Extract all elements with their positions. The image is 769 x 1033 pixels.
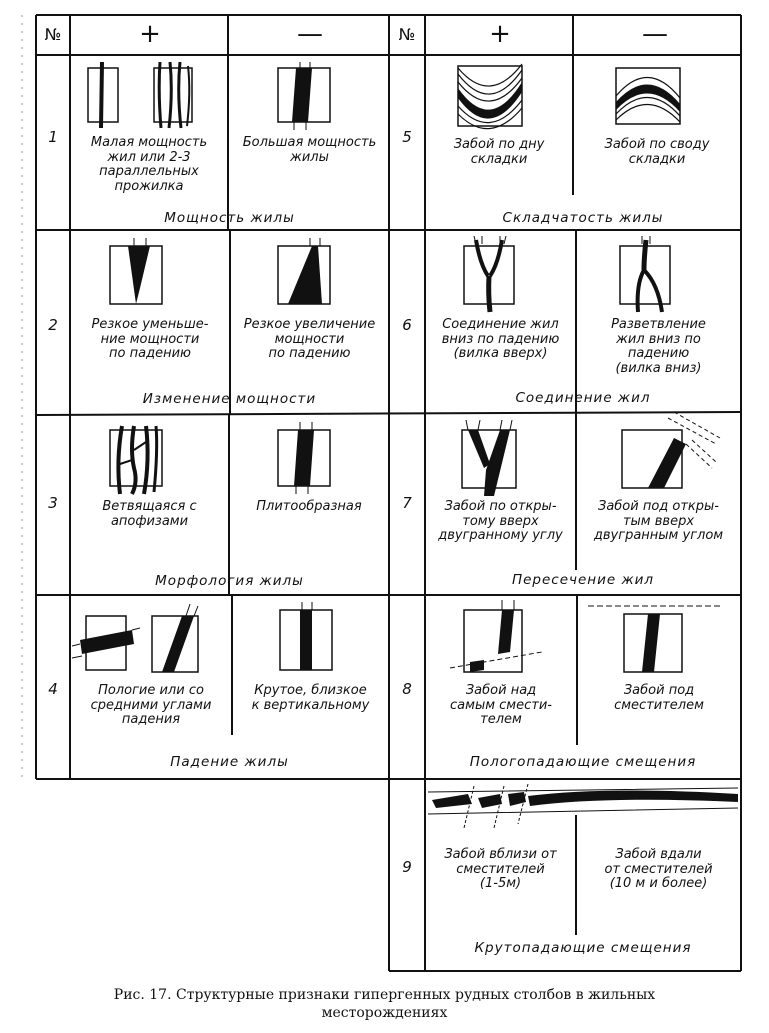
row-number-8: 8 [402, 680, 412, 698]
diagram-thick-vein-icon [270, 62, 350, 132]
row2-category: Изменение мощности [142, 391, 317, 407]
diagram-gentle-dip-icon [72, 600, 222, 680]
diagram-under-angle-icon [612, 404, 722, 504]
diagram-steep-dip-icon [272, 602, 352, 678]
row1-plus-text: Малая мощность жил или 2-3 параллельных прожилка [90, 135, 208, 194]
header-no-right: № [398, 25, 416, 44]
row1-minus-text: Большая мощность жилы [242, 135, 377, 165]
row6-category: Соединение жил [515, 390, 651, 406]
header-plus-right: + [489, 19, 511, 49]
row4-plus-text: Пологие или со средними углами падения [90, 683, 212, 727]
diagram-thinning-down-icon [100, 238, 180, 314]
diagram-steep-faults-icon [428, 784, 740, 832]
row-number-6: 6 [402, 316, 412, 334]
row9-category: Крутопадающие смещения [474, 940, 692, 956]
diagram-below-fault-icon [584, 600, 724, 680]
row1-category: Мощность жилы [164, 210, 295, 226]
diagram-thin-veins-icon [80, 62, 200, 130]
row7-minus-text: Забой под откры- тым вверх двугранным углом [593, 499, 724, 543]
row5-plus-text: Забой по дну складки [453, 137, 545, 167]
row-number-2: 2 [48, 316, 58, 334]
row3-plus-text: Ветвящаяся с апофизами [102, 499, 197, 529]
row8-category: Пологопадающие смещения [469, 754, 697, 770]
diagram-open-angle-up-icon [450, 420, 530, 500]
header-minus-left: — [297, 19, 323, 49]
row-number-5: 5 [402, 128, 412, 146]
row-number-7: 7 [402, 494, 412, 512]
row5-category: Складчатость жилы [502, 210, 664, 226]
row3-category: Морфология жилы [155, 573, 304, 589]
row9-plus-text: Забой вблизи от сместителей (1-5м) [444, 847, 557, 891]
row6-minus-text: Разветвление жил вниз по падению (вилка вниз) [611, 317, 706, 376]
row6-plus-text: Соединение жил вниз по падению (вилка вверх) [441, 317, 560, 361]
row4-minus-text: Крутое, близкое к вертикальному [251, 683, 370, 713]
row7-plus-text: Забой по откры- тому вверх двугранному углу [438, 499, 563, 543]
row-number-1: 1 [48, 128, 58, 146]
row4-category: Падение жилы [170, 754, 289, 770]
header-minus-right: — [642, 19, 668, 49]
row9-minus-text: Забой вдали от сместителей (10 м и более) [604, 847, 713, 891]
row8-plus-text: Забой над самым смести- телем [450, 683, 552, 727]
diagram-branching-vein-icon [100, 420, 180, 500]
diagram-veins-join-icon [452, 236, 532, 316]
header-no-left: № [44, 25, 62, 44]
row5-minus-text: Забой по своду складки [604, 137, 710, 167]
diagram-veins-split-icon [608, 236, 688, 316]
row3-minus-text: Плитообразная [256, 499, 362, 514]
diagram-above-fault-icon [446, 600, 546, 680]
diagram-tabular-vein-icon [268, 420, 348, 500]
diagram-fold-crest-icon [610, 62, 690, 132]
row2-minus-text: Резкое увеличение мощности по падению [243, 317, 376, 361]
row7-category: Пересечение жил [511, 572, 655, 588]
row-number-9: 9 [402, 858, 412, 876]
diagram-thickening-down-icon [268, 238, 348, 314]
row2-plus-text: Резкое уменьше- ние мощности по падению [91, 317, 209, 361]
row-number-4: 4 [48, 680, 58, 698]
row8-minus-text: Забой под сместителем [614, 683, 704, 713]
figure-caption: Рис. 17. Структурные признаки гипергенных рудных столбов в жильных месторождениях [113, 987, 656, 1021]
row-number-3: 3 [48, 494, 58, 512]
diagram-fold-trough-icon [452, 60, 532, 134]
header-plus-left: + [139, 19, 161, 49]
